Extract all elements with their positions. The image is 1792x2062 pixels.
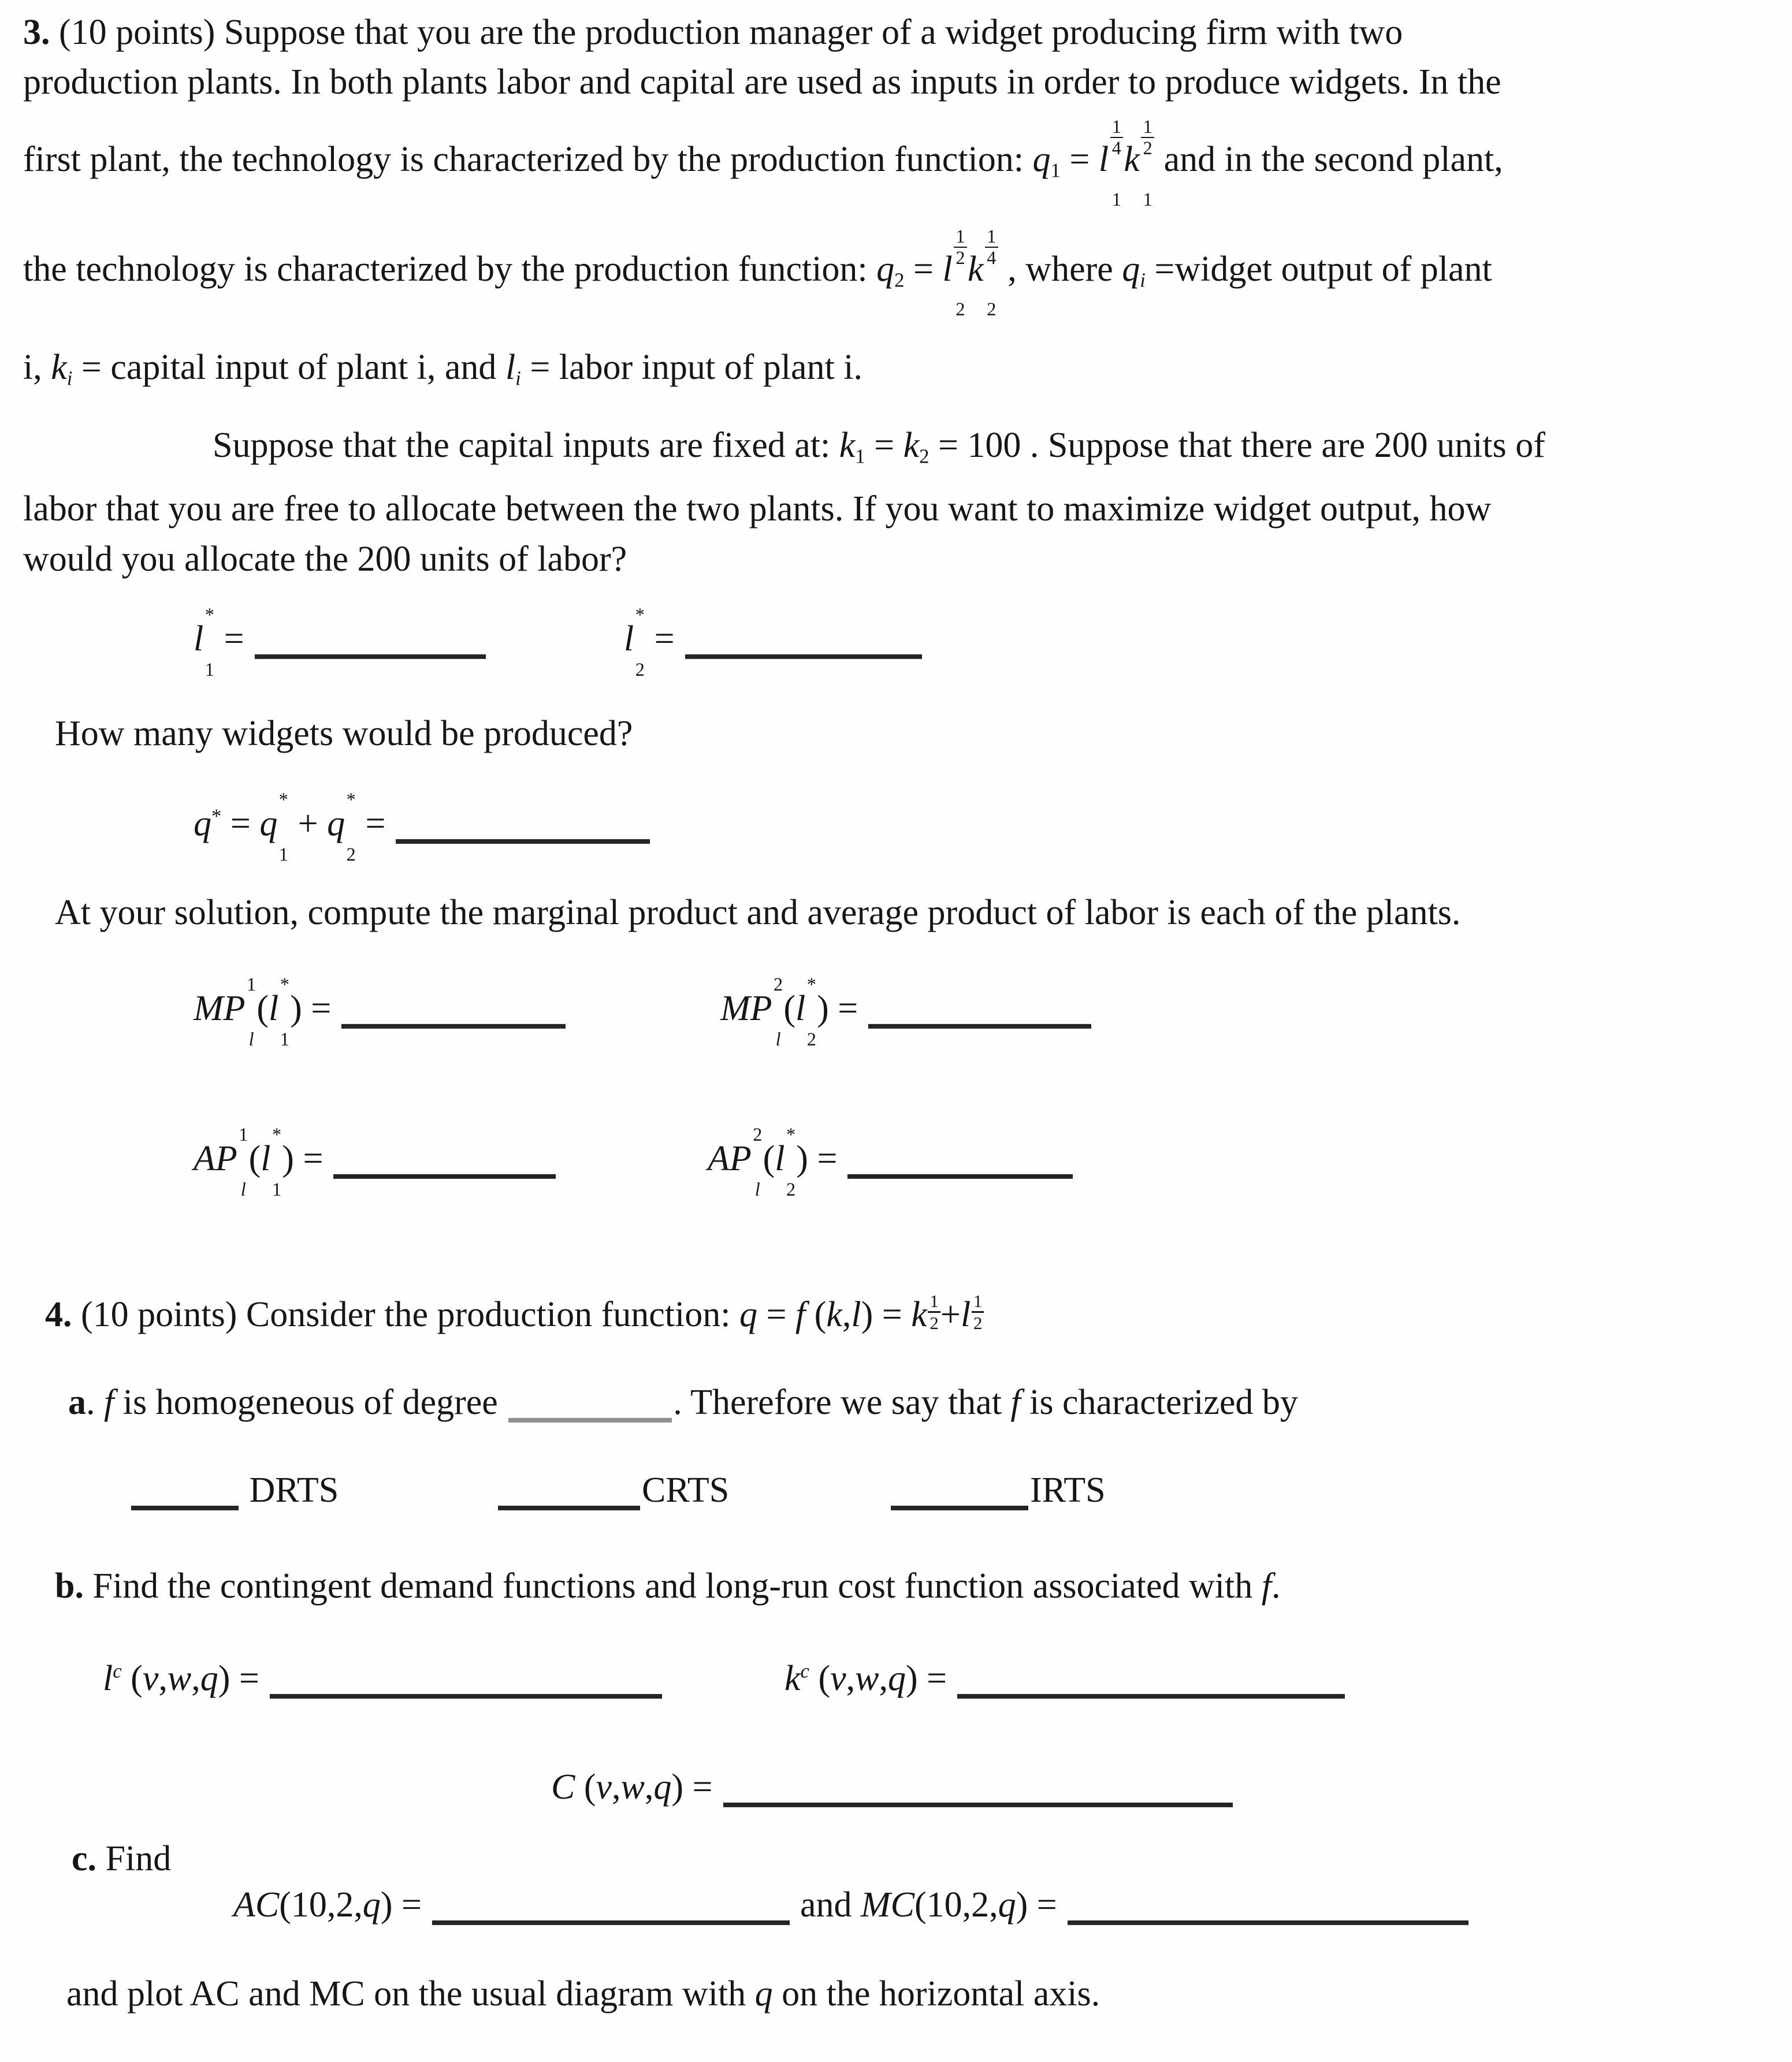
cost-function-answer-blank-8 xyxy=(723,1783,1233,1807)
math-token xyxy=(855,1659,879,1698)
text-run: is characterized by xyxy=(1020,1383,1298,1422)
stack-top: * xyxy=(278,789,288,810)
ap2-answer-blank-4 xyxy=(847,1155,1073,1179)
plant2-production-function-line xyxy=(23,225,1492,319)
text-run: ) = xyxy=(861,1295,912,1334)
labor-allocation-line-2 xyxy=(23,537,627,582)
math-token xyxy=(888,1659,906,1698)
math-token xyxy=(363,1885,381,1925)
script-stack xyxy=(786,1125,795,1199)
math-variable: k xyxy=(826,1295,842,1334)
math-variable: w xyxy=(620,1767,645,1807)
script-stack xyxy=(774,975,783,1048)
math-token xyxy=(653,1767,671,1807)
math-token xyxy=(1124,116,1155,210)
math-token xyxy=(261,1124,282,1200)
fraction-exponent: 1 4 xyxy=(985,227,998,267)
math-token xyxy=(194,604,215,680)
math-variable: l xyxy=(795,989,806,1028)
stack-bottom: 1 xyxy=(205,659,214,680)
labor-demand-answer-blank-8 xyxy=(270,1674,662,1699)
stack-bottom: 2 xyxy=(786,1179,796,1200)
text-run: ) = xyxy=(218,1659,269,1698)
ac-mc-answer-blank-4 xyxy=(432,1901,790,1925)
script-stack xyxy=(247,975,256,1048)
stack-bottom: 2 xyxy=(956,298,965,319)
math-token xyxy=(233,1885,279,1925)
text-run: first plant, the technology is characterized by the production function: xyxy=(23,140,1033,179)
text-run: = xyxy=(757,1295,795,1334)
stack-bottom: 1 xyxy=(272,1179,282,1200)
text-run: = xyxy=(645,619,684,658)
stack-top xyxy=(1141,117,1154,158)
stack-top: 1 xyxy=(239,1124,248,1145)
text-run: . Therefore we say that xyxy=(673,1383,1011,1422)
stack-bottom: l xyxy=(248,1029,254,1050)
math-variable: f xyxy=(795,1295,806,1334)
text-run: + xyxy=(289,804,328,843)
subscript: i xyxy=(515,367,521,390)
math-variable: q xyxy=(194,804,211,843)
math-variable: w xyxy=(855,1659,879,1698)
subscript: 2 xyxy=(894,269,905,292)
subscript: 1 xyxy=(855,445,865,468)
stack-top: * xyxy=(272,1124,282,1145)
script-stack xyxy=(279,790,288,863)
math-token xyxy=(911,1291,940,1334)
math-token xyxy=(1010,1383,1020,1422)
text-run: , where xyxy=(998,250,1122,289)
math-token xyxy=(739,1295,757,1334)
irts-option-blank-0 xyxy=(891,1486,1028,1510)
math-variable: q xyxy=(754,1974,773,2013)
math-token xyxy=(755,1974,773,2013)
text-run: = xyxy=(865,426,904,465)
total-output-answer-blank-6 xyxy=(396,820,650,844)
text-run: and plot AC and MC on the usual diagram with xyxy=(66,1974,755,2013)
problem-3-header-line-1 xyxy=(23,10,1403,55)
math-variable: q xyxy=(739,1295,757,1334)
script-stack xyxy=(272,1125,281,1199)
text-run: , xyxy=(846,1659,856,1698)
capital-demand-answer xyxy=(785,1657,1347,1702)
text-run: is homogeneous of degree xyxy=(114,1383,507,1422)
math-variable: C xyxy=(551,1767,575,1807)
text-run: At your solution, compute the marginal product and average product of labor is each of the plants. xyxy=(55,893,1461,932)
capital-demand-answer-blank-8 xyxy=(957,1674,1345,1699)
drts-option-blank-0 xyxy=(131,1486,239,1510)
text-run: ) = xyxy=(282,1139,332,1178)
math-variable: v xyxy=(830,1659,846,1698)
script-stack xyxy=(347,790,356,863)
stack-bottom: l xyxy=(240,1179,246,1200)
stack-top: * xyxy=(635,604,645,626)
math-token xyxy=(51,348,73,390)
text-run: ( xyxy=(248,1139,261,1178)
ap1-answer-blank-4 xyxy=(333,1155,556,1179)
marginal-average-product-instruction xyxy=(55,891,1460,936)
script-stack xyxy=(753,1125,762,1199)
irts-option xyxy=(890,1468,1106,1513)
math-variable: f xyxy=(104,1383,114,1422)
text-run: would you allocate the 200 units of labor? xyxy=(23,539,627,579)
stack-top: * xyxy=(205,604,214,626)
superscript: c xyxy=(113,1659,122,1683)
subscript: i xyxy=(1140,269,1146,292)
labor-allocation-line-1 xyxy=(23,487,1491,532)
math-variable: l xyxy=(103,1659,113,1698)
text-run: =widget output of plant xyxy=(1145,250,1492,289)
text-run: , xyxy=(612,1767,621,1807)
text-run: the technology is characterized by the production function: xyxy=(23,250,877,289)
fraction-exponent: $\frac{1}{2}$ xyxy=(972,1292,984,1332)
stack-top xyxy=(985,227,998,267)
text-run: ) = xyxy=(906,1659,956,1698)
text-run: ( xyxy=(575,1767,596,1807)
fraction-exponent: $\frac{1}{2}$ xyxy=(928,1292,940,1332)
text-run: = xyxy=(356,804,395,843)
text-run: , xyxy=(191,1659,200,1698)
math-token xyxy=(795,974,817,1050)
l2-star-answer xyxy=(624,604,923,680)
stack-top: 2 xyxy=(774,974,783,995)
math-token xyxy=(839,426,865,468)
text-run: (10 points) Suppose that you are the production manager of a widget producing firm with two xyxy=(50,13,1403,52)
math-variable: q xyxy=(876,250,895,289)
math-variable: l xyxy=(942,250,953,289)
math-token xyxy=(876,250,905,292)
math-token xyxy=(1122,250,1146,292)
text-run: Find xyxy=(96,1839,172,1878)
subscript: i xyxy=(66,367,73,390)
stack-top xyxy=(1110,117,1124,158)
fraction-exponent: 1 2 xyxy=(954,227,967,267)
script-stack xyxy=(807,975,816,1048)
math-token xyxy=(621,1767,645,1807)
math-variable: l xyxy=(261,1139,271,1178)
text-run: DRTS xyxy=(240,1471,339,1510)
math-variable: q xyxy=(1122,250,1140,289)
text-run: and xyxy=(791,1885,861,1925)
problem-4-header xyxy=(45,1293,984,1338)
math-variable: l xyxy=(505,348,516,387)
stack-bottom: 2 xyxy=(987,298,997,319)
math-variable: l xyxy=(269,989,279,1028)
part-c-find xyxy=(72,1837,171,1882)
math-token xyxy=(942,225,968,319)
mp1-answer xyxy=(194,974,567,1050)
math-variable: MP xyxy=(720,989,772,1028)
text-run: Suppose that the capital inputs are fixed at: xyxy=(213,426,839,465)
math-variable: f xyxy=(1261,1566,1271,1606)
bold-label: 4. xyxy=(45,1295,72,1334)
text-run: ( xyxy=(763,1139,775,1178)
part-b-instruction xyxy=(55,1564,1280,1609)
math-token xyxy=(143,1659,159,1698)
plot-instruction xyxy=(66,1972,1100,2017)
math-variable: l xyxy=(624,619,634,658)
script-stack xyxy=(985,227,998,318)
ap2-answer xyxy=(708,1124,1075,1200)
widgets-produced-question xyxy=(55,712,633,757)
ac-mc-answer xyxy=(233,1883,1470,1928)
subscript: 2 xyxy=(919,445,930,468)
variable-definitions-line xyxy=(23,345,862,391)
stack-top: * xyxy=(786,1124,796,1145)
stack-bottom: 2 xyxy=(346,844,356,865)
superscript: * xyxy=(211,805,222,828)
crts-option xyxy=(497,1468,729,1513)
text-run: Find the contingent demand functions and long-run cost function associated with xyxy=(83,1566,1262,1606)
text-run: = xyxy=(1060,140,1099,179)
text-run: labor that you are free to allocate between the two plants. If you want to maximize widget output, how xyxy=(23,489,1492,528)
text-run: production plants. In both plants labor and capital are used as inputs in order to produce widgets. In the xyxy=(23,62,1501,102)
math-token xyxy=(903,426,930,468)
text-run: ) = xyxy=(671,1767,722,1807)
math-token xyxy=(960,1291,984,1334)
math-token xyxy=(194,1124,249,1200)
text-run: + xyxy=(940,1295,961,1334)
bold-label: a xyxy=(68,1383,86,1422)
script-stack xyxy=(1141,117,1154,209)
math-token xyxy=(200,1659,218,1698)
mp1-answer-blank-4 xyxy=(341,1004,566,1029)
stack-bottom: 1 xyxy=(280,1029,289,1050)
math-token xyxy=(596,1767,612,1807)
stack-bottom: 1 xyxy=(1143,188,1152,210)
text-run: ( xyxy=(783,989,796,1028)
math-variable: l xyxy=(960,1295,971,1334)
mp2-answer-blank-4 xyxy=(868,1004,1091,1029)
l1-star-answer-blank-2 xyxy=(255,635,486,659)
math-variable: AC xyxy=(233,1885,280,1925)
math-variable: q xyxy=(1032,140,1051,179)
text-run: CRTS xyxy=(641,1471,730,1510)
math-variable: q xyxy=(888,1659,906,1698)
math-token xyxy=(194,974,256,1050)
math-variable: q xyxy=(653,1767,672,1807)
drts-option xyxy=(130,1468,339,1513)
script-stack xyxy=(635,605,645,679)
math-variable: l xyxy=(851,1295,861,1334)
math-token xyxy=(168,1659,191,1698)
script-stack xyxy=(280,975,289,1048)
math-variable: l xyxy=(775,1139,785,1178)
text-run: , xyxy=(879,1659,888,1698)
script-stack xyxy=(205,605,214,679)
math-variable: q xyxy=(200,1659,218,1698)
math-token xyxy=(861,1885,914,1925)
ap1-answer xyxy=(194,1124,557,1200)
stack-bottom: 2 xyxy=(635,659,645,680)
math-token xyxy=(259,789,289,865)
math-variable: k xyxy=(51,348,67,387)
math-variable: q xyxy=(998,1885,1016,1925)
math-token xyxy=(327,789,356,865)
math-variable: w xyxy=(167,1659,192,1698)
text-run: ( xyxy=(256,989,269,1028)
math-token xyxy=(551,1767,575,1807)
text-run: (10,2, xyxy=(914,1885,998,1925)
text-run: ) = xyxy=(380,1885,431,1925)
text-run: , xyxy=(158,1659,168,1698)
bold-label: b. xyxy=(55,1566,84,1606)
math-token xyxy=(194,804,221,843)
stack-bottom: 1 xyxy=(278,844,288,865)
text-run: = xyxy=(904,250,943,289)
math-variable: q xyxy=(327,804,345,843)
plant1-production-function-line xyxy=(23,116,1503,210)
script-stack xyxy=(239,1125,248,1199)
labor-demand-answer xyxy=(103,1657,663,1702)
math-variable: AP xyxy=(708,1139,752,1178)
math-token xyxy=(968,225,999,319)
math-token xyxy=(624,604,645,680)
text-run: = xyxy=(221,804,260,843)
text-run: = capital input of plant i, and xyxy=(72,348,505,387)
script-stack xyxy=(1110,117,1124,209)
homogeneity-question-blank-4 xyxy=(508,1398,672,1423)
stack-top xyxy=(954,227,967,267)
total-output-answer xyxy=(194,789,652,865)
fraction-exponent: 1 4 xyxy=(1110,117,1124,158)
math-variable: k xyxy=(785,1659,801,1698)
text-run: . xyxy=(1271,1566,1281,1606)
text-run: , xyxy=(842,1295,852,1334)
math-token xyxy=(708,1124,763,1200)
text-run: , xyxy=(644,1767,654,1807)
text-run: How many widgets would be produced? xyxy=(55,714,633,753)
text-run: ) = xyxy=(290,989,340,1028)
text-run: = 100 . Suppose that there are 200 units of xyxy=(929,426,1545,465)
crts-option-blank-0 xyxy=(498,1486,640,1510)
l1-star-answer xyxy=(194,604,487,680)
text-run: on the horizontal axis. xyxy=(772,1974,1101,2013)
stack-top: * xyxy=(806,974,816,995)
math-variable: l xyxy=(1098,140,1109,179)
math-variable: l xyxy=(194,619,204,658)
capital-fixed-line xyxy=(213,423,1545,469)
math-variable: k xyxy=(968,250,984,289)
cost-function-answer xyxy=(551,1765,1234,1810)
fraction-exponent: 1 2 xyxy=(1141,117,1154,158)
text-run: ) = xyxy=(817,989,867,1028)
math-token xyxy=(269,974,290,1050)
math-token xyxy=(998,1885,1016,1925)
stack-bottom: l xyxy=(775,1029,781,1050)
text-run: ) = xyxy=(1016,1885,1066,1925)
homogeneity-question xyxy=(68,1380,1298,1425)
math-variable: q xyxy=(362,1885,381,1925)
stack-bottom: 1 xyxy=(1111,188,1121,210)
math-token xyxy=(775,1124,796,1200)
math-token xyxy=(103,1659,122,1698)
script-stack xyxy=(954,227,967,318)
subscript: 1 xyxy=(1050,159,1061,182)
math-token xyxy=(1262,1566,1271,1606)
stack-top: 1 xyxy=(247,974,256,995)
text-run: ) = xyxy=(796,1139,846,1178)
text-run: = xyxy=(215,619,254,658)
math-variable: k xyxy=(911,1295,927,1334)
math-token xyxy=(851,1295,861,1334)
math-variable: f xyxy=(1010,1383,1021,1422)
math-variable: v xyxy=(596,1767,612,1807)
ac-mc-answer-blank-10 xyxy=(1068,1901,1468,1925)
text-run: and in the second plant, xyxy=(1155,140,1503,179)
stack-top: 2 xyxy=(753,1124,763,1145)
bold-label: 3. xyxy=(23,13,50,52)
stack-bottom: 2 xyxy=(806,1029,816,1050)
text-run: i, xyxy=(23,348,51,387)
math-variable: AP xyxy=(194,1139,237,1178)
math-variable: q xyxy=(259,804,278,843)
text-run: IRTS xyxy=(1029,1471,1106,1510)
mp2-answer xyxy=(720,974,1093,1050)
bold-label: c. xyxy=(72,1839,97,1878)
math-variable: k xyxy=(839,426,856,465)
l2-star-answer-blank-2 xyxy=(685,635,922,659)
math-variable: MP xyxy=(194,989,246,1028)
superscript: c xyxy=(800,1659,809,1683)
math-variable: v xyxy=(142,1659,159,1698)
math-token xyxy=(785,1659,809,1698)
math-token xyxy=(104,1383,114,1422)
math-token xyxy=(505,348,521,390)
math-token xyxy=(1032,140,1061,182)
math-variable: k xyxy=(1124,140,1140,179)
stack-bottom: l xyxy=(754,1179,760,1200)
math-token xyxy=(1098,116,1124,210)
text-run: . xyxy=(86,1383,104,1422)
problem-3-intro-line-2 xyxy=(23,60,1501,105)
math-variable: k xyxy=(903,426,920,465)
math-variable: MC xyxy=(860,1885,914,1925)
text-run: ( xyxy=(805,1295,827,1334)
math-token xyxy=(830,1659,846,1698)
stack-top: * xyxy=(280,974,289,995)
text-run: (10,2, xyxy=(279,1885,363,1925)
text-run: ( xyxy=(809,1659,831,1698)
math-token xyxy=(720,974,783,1050)
text-run: = labor input of plant i. xyxy=(521,348,862,387)
text-run: ( xyxy=(121,1659,143,1698)
stack-top: * xyxy=(346,789,356,810)
math-token xyxy=(795,1295,805,1334)
math-token xyxy=(826,1295,842,1334)
text-run: (10 points) Consider the production function: xyxy=(72,1295,739,1334)
